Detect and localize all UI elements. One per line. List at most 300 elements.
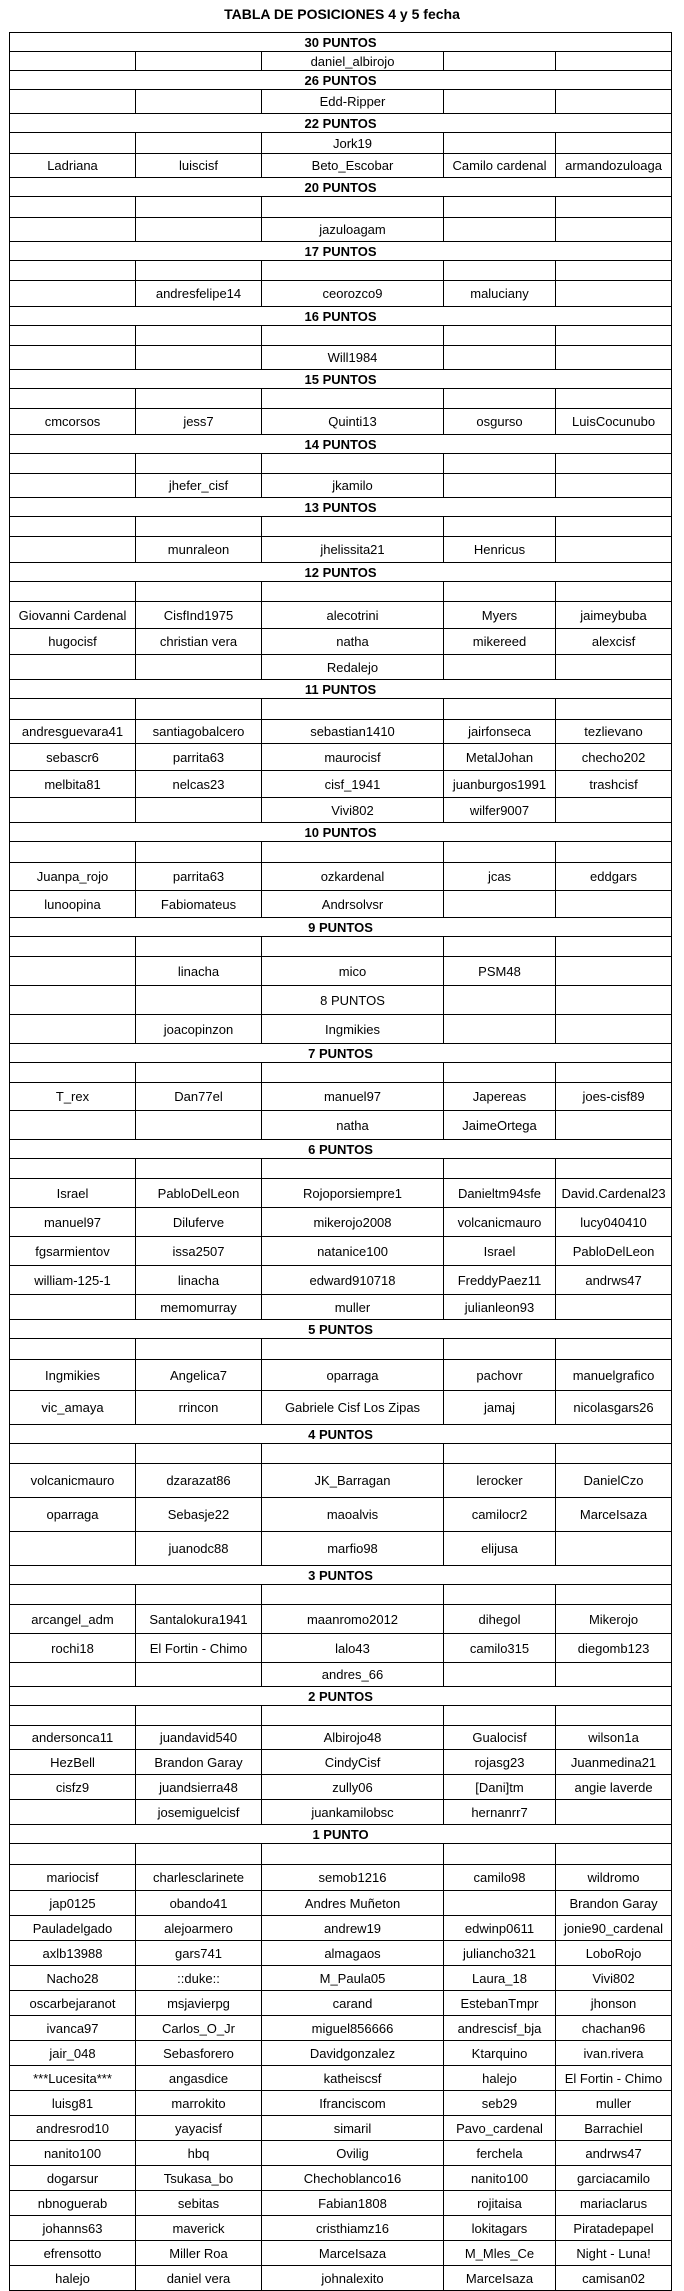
player-cell <box>262 1063 444 1083</box>
player-cell <box>444 454 556 474</box>
player-cell <box>10 133 136 154</box>
player-cell: lerocker <box>444 1464 556 1498</box>
player-cell <box>556 1663 672 1687</box>
player-cell: linacha <box>136 1266 262 1295</box>
player-cell: David.Cardenal23 <box>556 1179 672 1208</box>
table-row <box>10 1532 672 1566</box>
player-cell: LuisCocunubo <box>556 409 672 435</box>
player-cell: arcangel_adm <box>10 1605 136 1634</box>
player-cell: hugocisf <box>10 629 136 655</box>
player-cell: axlb13988 <box>10 1941 136 1966</box>
table-row <box>10 2116 672 2141</box>
player-cell: diegomb123 <box>556 1634 672 1663</box>
player-cell: MarceIsaza <box>262 2241 444 2266</box>
points-group-label: 12 PUNTOS <box>10 563 672 582</box>
player-cell: fgsarmientov <box>10 1237 136 1266</box>
table-row <box>10 1498 672 1532</box>
player-cell: Ladriana <box>10 154 136 178</box>
player-cell <box>136 326 262 346</box>
table-row <box>10 1663 672 1687</box>
player-cell <box>10 517 136 537</box>
player-cell: issa2507 <box>136 1237 262 1266</box>
player-cell <box>444 842 556 863</box>
table-row <box>10 2141 672 2166</box>
player-cell <box>10 1585 136 1605</box>
player-cell: jaimeybuba <box>556 602 672 629</box>
player-cell: andresrod10 <box>10 2116 136 2141</box>
player-cell: nanito100 <box>10 2141 136 2166</box>
player-cell: chachan96 <box>556 2016 672 2041</box>
points-group-label: 15 PUNTOS <box>10 370 672 389</box>
player-cell: muller <box>556 2091 672 2116</box>
player-cell: andrws47 <box>556 2141 672 2166</box>
player-cell <box>10 798 136 823</box>
player-cell <box>556 389 672 409</box>
player-cell: wilfer9007 <box>444 798 556 823</box>
table-row <box>10 1966 672 1991</box>
player-cell <box>136 133 262 154</box>
player-cell: Barrachiel <box>556 2116 672 2141</box>
player-cell: miguel856666 <box>262 2016 444 2041</box>
player-cell: ivanca97 <box>10 2016 136 2041</box>
player-cell <box>444 937 556 957</box>
player-cell <box>556 218 672 242</box>
player-cell: rojasg23 <box>444 1750 556 1775</box>
page-title: TABLA DE POSICIONES 4 y 5 fecha <box>224 6 460 22</box>
player-cell: rrincon <box>136 1391 262 1425</box>
player-cell <box>136 52 262 71</box>
points-header-row <box>10 71 672 90</box>
player-cell: Dan77el <box>136 1083 262 1111</box>
player-cell <box>556 1444 672 1464</box>
player-cell: Brandon Garay <box>136 1750 262 1775</box>
player-cell <box>444 261 556 281</box>
points-header-row <box>10 1825 672 1844</box>
points-group-label: 16 PUNTOS <box>10 307 672 326</box>
player-cell: MarceIsaza <box>556 1498 672 1532</box>
table-row <box>10 517 672 537</box>
points-header-row <box>10 1566 672 1585</box>
player-cell: santiagobalcero <box>136 720 262 744</box>
table-row <box>10 720 672 744</box>
player-cell: elijusa <box>444 1532 556 1566</box>
player-cell: Vivi802 <box>262 798 444 823</box>
player-cell: camisan02 <box>556 2266 672 2291</box>
player-cell: jap0125 <box>10 1891 136 1916</box>
player-cell: Miller Roa <box>136 2241 262 2266</box>
player-cell <box>444 133 556 154</box>
player-cell: pachovr <box>444 1360 556 1391</box>
player-cell <box>10 1063 136 1083</box>
player-cell: angasdice <box>136 2066 262 2091</box>
table-row <box>10 2266 672 2291</box>
player-cell: Jork19 <box>262 133 444 154</box>
player-cell: maluciany <box>444 281 556 307</box>
player-cell <box>444 891 556 918</box>
player-cell: oparraga <box>10 1498 136 1532</box>
player-cell: jair_048 <box>10 2041 136 2066</box>
player-cell: Japereas <box>444 1083 556 1111</box>
player-cell <box>10 937 136 957</box>
player-cell: efrensotto <box>10 2241 136 2266</box>
player-cell <box>444 52 556 71</box>
points-group-label: 9 PUNTOS <box>10 918 672 937</box>
player-cell: Night - Luna! <box>556 2241 672 2266</box>
player-cell <box>262 517 444 537</box>
player-cell: jairfonseca <box>444 720 556 744</box>
points-header-row <box>10 563 672 582</box>
player-cell: natha <box>262 629 444 655</box>
player-cell <box>10 699 136 720</box>
player-cell <box>444 197 556 218</box>
player-cell <box>556 1063 672 1083</box>
player-cell <box>556 197 672 218</box>
player-cell: ceorozco9 <box>262 281 444 307</box>
points-header-row <box>10 370 672 389</box>
player-cell: nelcas23 <box>136 771 262 798</box>
points-group-label: 22 PUNTOS <box>10 114 672 133</box>
player-cell: Fabiomateus <box>136 891 262 918</box>
player-cell <box>136 517 262 537</box>
table-row <box>10 744 672 771</box>
player-cell: angie laverde <box>556 1775 672 1800</box>
player-cell <box>262 842 444 863</box>
table-row <box>10 454 672 474</box>
player-cell <box>444 474 556 498</box>
player-cell: edwinp0611 <box>444 1916 556 1941</box>
player-cell: Ifranciscom <box>262 2091 444 2116</box>
player-cell: parrita63 <box>136 744 262 771</box>
player-cell: daniel_albirojo <box>262 52 444 71</box>
player-cell <box>262 261 444 281</box>
player-cell <box>444 346 556 370</box>
player-cell: andresguevara41 <box>10 720 136 744</box>
player-cell: CisfInd1975 <box>136 602 262 629</box>
player-cell: jcas <box>444 863 556 891</box>
player-cell <box>444 1663 556 1687</box>
player-cell: Sebasje22 <box>136 1498 262 1532</box>
player-cell: halejo <box>444 2066 556 2091</box>
player-cell: joacopinzon <box>136 1015 262 1044</box>
player-cell <box>136 1844 262 1865</box>
player-cell: luisg81 <box>10 2091 136 2116</box>
player-cell: camilo315 <box>444 1634 556 1663</box>
points-group-label: 13 PUNTOS <box>10 498 672 517</box>
player-cell: andersonca11 <box>10 1726 136 1750</box>
player-cell: FreddyPaez11 <box>444 1266 556 1295</box>
player-cell <box>556 326 672 346</box>
player-cell <box>444 1159 556 1179</box>
player-cell: Andres Muñeton <box>262 1891 444 1916</box>
player-cell <box>556 1532 672 1566</box>
player-cell: rochi18 <box>10 1634 136 1663</box>
player-cell: Camilo cardenal <box>444 154 556 178</box>
player-cell <box>444 1706 556 1726</box>
player-cell <box>262 1706 444 1726</box>
player-cell <box>556 957 672 986</box>
player-cell: oscarbejaranot <box>10 1991 136 2016</box>
table-row <box>10 474 672 498</box>
player-cell <box>444 655 556 680</box>
table-row <box>10 1605 672 1634</box>
player-cell <box>10 1015 136 1044</box>
table-row <box>10 1444 672 1464</box>
player-cell <box>136 1706 262 1726</box>
player-cell <box>10 474 136 498</box>
points-header-row <box>10 1320 672 1339</box>
player-cell: MarceIsaza <box>444 2266 556 2291</box>
player-cell: andresfelipe14 <box>136 281 262 307</box>
table-row <box>10 2166 672 2191</box>
player-cell: Davidgonzalez <box>262 2041 444 2066</box>
table-row <box>10 1266 672 1295</box>
player-cell: LoboRojo <box>556 1941 672 1966</box>
player-cell: natha <box>262 1111 444 1140</box>
player-cell <box>10 537 136 563</box>
player-cell <box>10 218 136 242</box>
player-cell: checho202 <box>556 744 672 771</box>
player-cell: jonie90_cardenal <box>556 1916 672 1941</box>
points-header-row <box>10 242 672 261</box>
player-cell: Juanmedina21 <box>556 1750 672 1775</box>
player-cell: dihegol <box>444 1605 556 1634</box>
player-cell: mariocisf <box>10 1865 136 1891</box>
player-cell <box>444 517 556 537</box>
player-cell <box>556 454 672 474</box>
player-cell <box>556 1585 672 1605</box>
table-row <box>10 2066 672 2091</box>
player-cell <box>556 261 672 281</box>
points-group-label: 1 PUNTO <box>10 1825 672 1844</box>
table-row <box>10 798 672 823</box>
player-cell <box>10 1532 136 1566</box>
player-cell: ivan.rivera <box>556 2041 672 2066</box>
player-cell: mikerojo2008 <box>262 1208 444 1237</box>
player-cell: PabloDelLeon <box>556 1237 672 1266</box>
player-cell <box>136 986 262 1015</box>
player-cell <box>136 218 262 242</box>
points-header-row <box>10 918 672 937</box>
player-cell: Israel <box>10 1179 136 1208</box>
player-cell <box>556 474 672 498</box>
player-cell <box>262 1844 444 1865</box>
player-cell: andrws47 <box>556 1266 672 1295</box>
player-cell: muller <box>262 1295 444 1320</box>
points-group-label: 6 PUNTOS <box>10 1140 672 1159</box>
player-cell: wildromo <box>556 1865 672 1891</box>
player-cell: ::duke:: <box>136 1966 262 1991</box>
player-cell: juanburgos1991 <box>444 771 556 798</box>
player-cell: Redalejo <box>262 655 444 680</box>
player-cell <box>262 582 444 602</box>
player-cell: Israel <box>444 1237 556 1266</box>
player-cell: jkamilo <box>262 474 444 498</box>
player-cell: cmcorsos <box>10 409 136 435</box>
player-cell: linacha <box>136 957 262 986</box>
player-cell <box>136 1111 262 1140</box>
player-cell: jhefer_cisf <box>136 474 262 498</box>
player-cell: jamaj <box>444 1391 556 1425</box>
player-cell <box>556 517 672 537</box>
player-cell: andrew19 <box>262 1916 444 1941</box>
player-cell <box>10 454 136 474</box>
player-cell: maanromo2012 <box>262 1605 444 1634</box>
player-cell <box>556 537 672 563</box>
points-group-label: 26 PUNTOS <box>10 71 672 90</box>
player-cell: Ktarquino <box>444 2041 556 2066</box>
player-cell: JK_Barragan <box>262 1464 444 1498</box>
player-cell: ozkardenal <box>262 863 444 891</box>
player-cell <box>556 52 672 71</box>
player-cell: gars741 <box>136 1941 262 1966</box>
table-row <box>10 133 672 154</box>
table-row <box>10 1063 672 1083</box>
table-row <box>10 1083 672 1111</box>
player-cell: manuel97 <box>262 1083 444 1111</box>
player-cell: 8 PUNTOS <box>262 986 444 1015</box>
player-cell <box>136 261 262 281</box>
player-cell <box>136 1663 262 1687</box>
player-cell: mikereed <box>444 629 556 655</box>
player-cell <box>262 389 444 409</box>
player-cell: christian vera <box>136 629 262 655</box>
table-row <box>10 281 672 307</box>
player-cell: manuelgrafico <box>556 1360 672 1391</box>
points-header-row <box>10 33 672 52</box>
player-cell <box>136 1585 262 1605</box>
player-cell: josemiguelcisf <box>136 1800 262 1825</box>
points-group-label: 7 PUNTOS <box>10 1044 672 1063</box>
player-cell: Brandon Garay <box>556 1891 672 1916</box>
player-cell: rojitaisa <box>444 2191 556 2216</box>
player-cell: Giovanni Cardenal <box>10 602 136 629</box>
player-cell: Mikerojo <box>556 1605 672 1634</box>
player-cell: dzarazat86 <box>136 1464 262 1498</box>
table-row <box>10 218 672 242</box>
player-cell: cisfz9 <box>10 1775 136 1800</box>
player-cell: nicolasgars26 <box>556 1391 672 1425</box>
player-cell: Albirojo48 <box>262 1726 444 1750</box>
player-cell: maoalvis <box>262 1498 444 1532</box>
player-cell: jazuloagam <box>262 218 444 242</box>
player-cell: Henricus <box>444 537 556 563</box>
player-cell: wilson1a <box>556 1726 672 1750</box>
player-cell: Will1984 <box>262 346 444 370</box>
player-cell <box>10 1706 136 1726</box>
player-cell: melbita81 <box>10 771 136 798</box>
table-row <box>10 1844 672 1865</box>
player-cell: marfio98 <box>262 1532 444 1566</box>
player-cell: CindyCisf <box>262 1750 444 1775</box>
player-cell <box>10 326 136 346</box>
player-cell: jess7 <box>136 409 262 435</box>
table-row <box>10 90 672 114</box>
table-row <box>10 154 672 178</box>
player-cell <box>556 346 672 370</box>
player-cell <box>136 1339 262 1360</box>
player-cell: Myers <box>444 602 556 629</box>
player-cell: charlesclarinete <box>136 1865 262 1891</box>
table-row <box>10 389 672 409</box>
player-cell <box>10 1339 136 1360</box>
player-cell: oparraga <box>262 1360 444 1391</box>
table-row <box>10 629 672 655</box>
player-cell: Vivi802 <box>556 1966 672 1991</box>
player-cell <box>444 1585 556 1605</box>
player-cell <box>10 582 136 602</box>
player-cell <box>556 1339 672 1360</box>
table-row <box>10 52 672 71</box>
player-cell: juanodc88 <box>136 1532 262 1566</box>
points-group-label: 11 PUNTOS <box>10 680 672 699</box>
player-cell: obando41 <box>136 1891 262 1916</box>
player-cell: M_Paula05 <box>262 1966 444 1991</box>
player-cell: Gualocisf <box>444 1726 556 1750</box>
player-cell <box>136 1063 262 1083</box>
player-cell <box>262 1444 444 1464</box>
table-row <box>10 1360 672 1391</box>
player-cell <box>444 986 556 1015</box>
player-cell <box>262 937 444 957</box>
player-cell: lucy040410 <box>556 1208 672 1237</box>
player-cell: jhonson <box>556 1991 672 2016</box>
player-cell: HezBell <box>10 1750 136 1775</box>
player-cell <box>136 798 262 823</box>
player-cell: tezlievano <box>556 720 672 744</box>
player-cell <box>444 1891 556 1916</box>
player-cell: DanielCzo <box>556 1464 672 1498</box>
table-row <box>10 2091 672 2116</box>
player-cell <box>10 655 136 680</box>
player-cell <box>10 90 136 114</box>
points-header-row <box>10 114 672 133</box>
player-cell <box>444 699 556 720</box>
table-row <box>10 1916 672 1941</box>
points-group-label: 30 PUNTOS <box>10 33 672 52</box>
table-row <box>10 197 672 218</box>
player-cell <box>556 1844 672 1865</box>
player-cell: [Dani]tm <box>444 1775 556 1800</box>
table-row <box>10 891 672 918</box>
player-cell <box>10 986 136 1015</box>
player-cell: El Fortin - Chimo <box>556 2066 672 2091</box>
player-cell: mariaclarus <box>556 2191 672 2216</box>
player-cell: Pavo_cardenal <box>444 2116 556 2141</box>
player-cell <box>136 197 262 218</box>
player-cell <box>556 1159 672 1179</box>
table-row <box>10 602 672 629</box>
player-cell <box>556 281 672 307</box>
player-cell: Gabriele Cisf Los Zipas <box>262 1391 444 1425</box>
player-cell: maurocisf <box>262 744 444 771</box>
player-cell: jhelissita21 <box>262 537 444 563</box>
player-cell: El Fortin - Chimo <box>136 1634 262 1663</box>
table-row <box>10 699 672 720</box>
player-cell: alejoarmero <box>136 1916 262 1941</box>
table-row <box>10 1706 672 1726</box>
player-cell <box>556 986 672 1015</box>
player-cell: sebitas <box>136 2191 262 2216</box>
player-cell: Piratadepapel <box>556 2216 672 2241</box>
player-cell: camilo98 <box>444 1865 556 1891</box>
player-cell: EstebanTmpr <box>444 1991 556 2016</box>
table-row <box>10 1865 672 1891</box>
player-cell: munraleon <box>136 537 262 563</box>
player-cell: zully06 <box>262 1775 444 1800</box>
table-row <box>10 1391 672 1425</box>
table-row <box>10 537 672 563</box>
table-row <box>10 1750 672 1775</box>
